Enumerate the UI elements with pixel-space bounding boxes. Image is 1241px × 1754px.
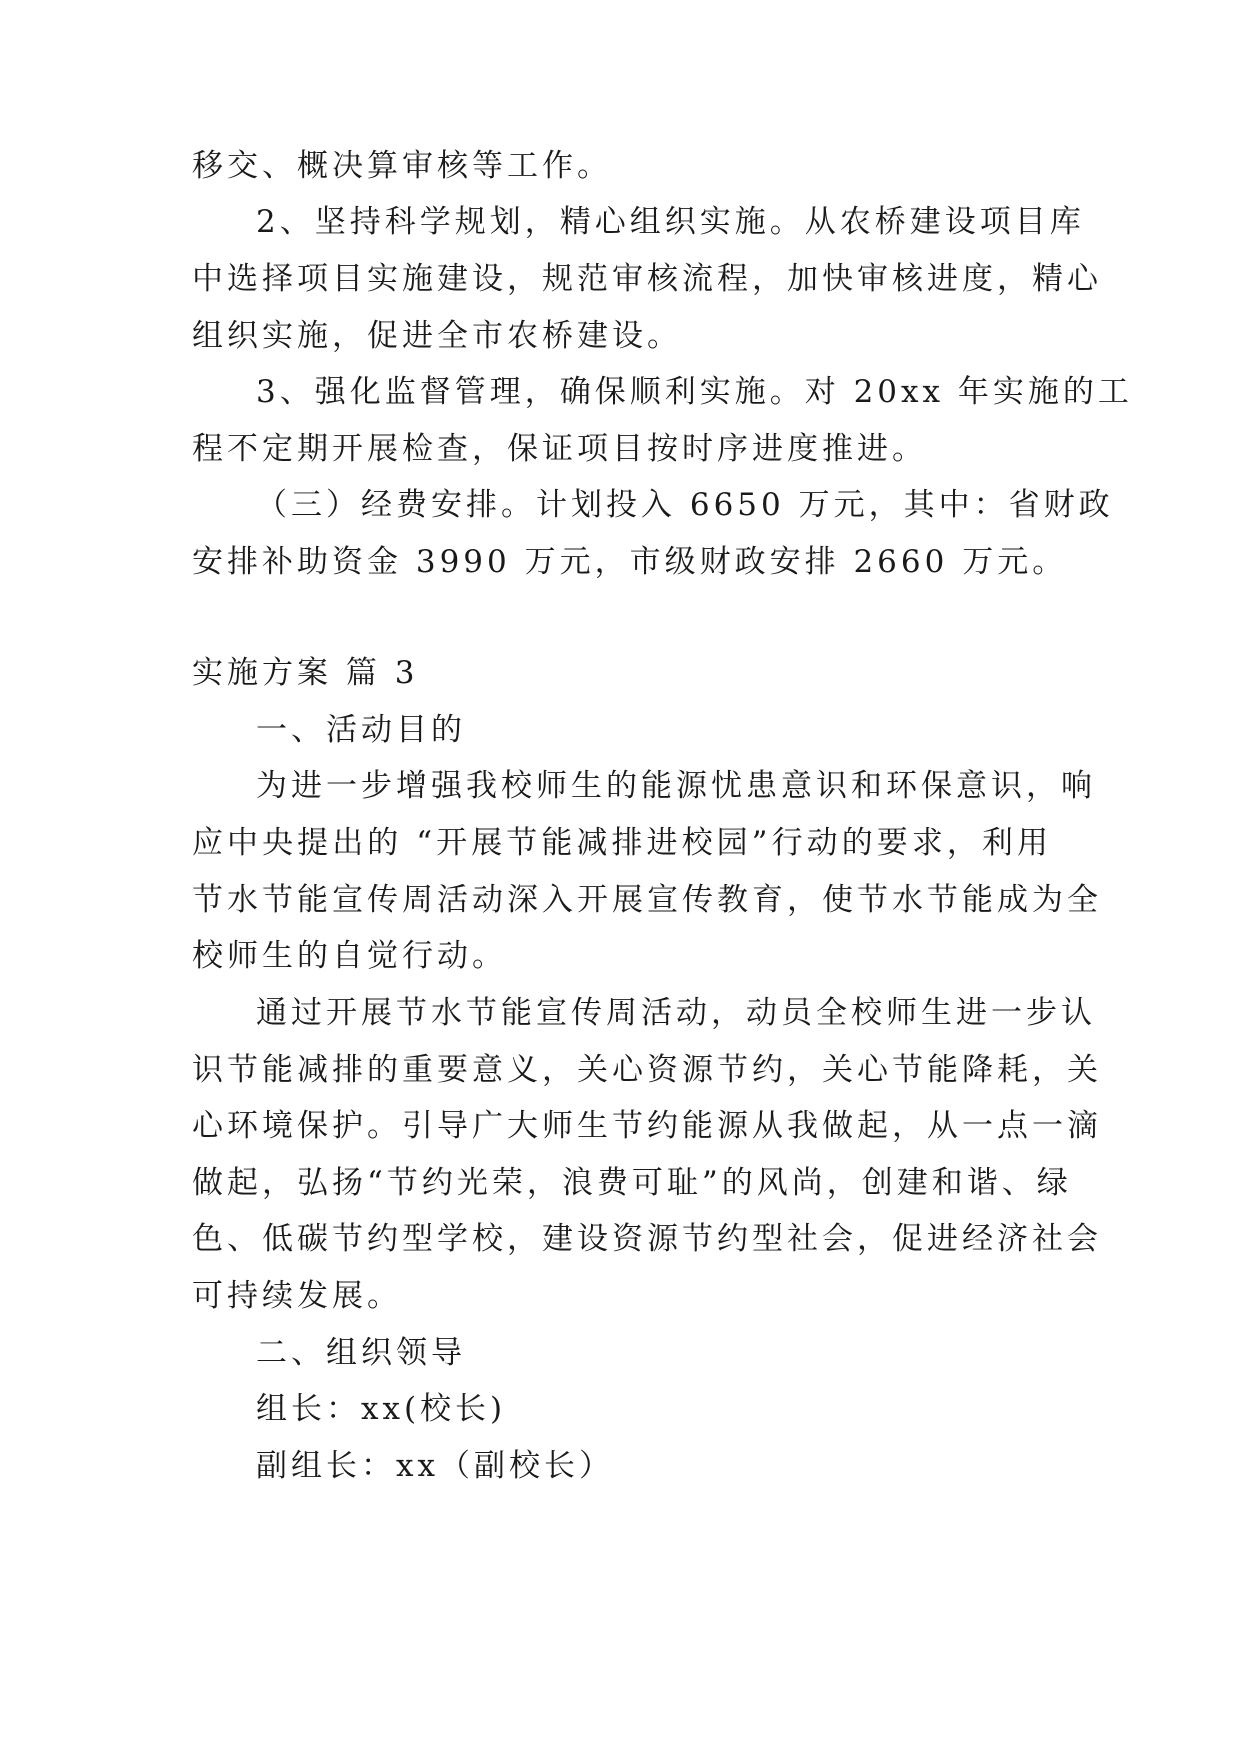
- paragraph-line: 组长：xx(校长): [256, 1391, 507, 1427]
- paragraph-line: 校师生的自觉行动。: [192, 938, 507, 974]
- subsection-heading: 一、活动目的: [256, 712, 466, 748]
- paragraph-line: 中选择项目实施建设，规范审核流程，加快审核进度，精心: [192, 261, 1102, 297]
- paragraph-line: 识节能减排的重要意义，关心资源节约，关心节能降耗，关: [192, 1052, 1102, 1088]
- paragraph-line: 节水节能宣传周活动深入开展宣传教育，使节水节能成为全: [192, 882, 1102, 918]
- paragraph-line: 副组长：xx（副校长）: [256, 1448, 614, 1484]
- paragraph-line: 心环境保护。引导广大师生节约能源从我做起，从一点一滴: [192, 1108, 1102, 1144]
- paragraph-line: 做起，弘扬“节约光荣，浪费可耻”的风尚，创建和谐、绿: [192, 1165, 1072, 1201]
- section-heading: 实施方案 篇 3: [192, 655, 419, 691]
- paragraph-line: 可持续发展。: [192, 1278, 402, 1314]
- paragraph-line: 通过开展节水节能宣传周活动，动员全校师生进一步认: [256, 995, 1096, 1031]
- paragraph-line: （三）经费安排。计划投入 6650 万元，其中：省财政: [256, 487, 1114, 523]
- paragraph-line: 组织实施，促进全市农桥建设。: [192, 318, 682, 354]
- paragraph-line: 安排补助资金 3990 万元，市级财政安排 2660 万元。: [192, 544, 1068, 580]
- paragraph-line: 应中央提出的 “开展节能减排进校园”行动的要求，利用: [192, 825, 1052, 861]
- subsection-heading: 二、组织领导: [256, 1335, 466, 1371]
- paragraph-line: 为进一步增强我校师生的能源忧患意识和环保意识，响: [256, 768, 1096, 804]
- paragraph-line: 色、低碳节约型学校，建设资源节约型社会，促进经济社会: [192, 1221, 1102, 1257]
- paragraph-line: 2、坚持科学规划，精心组织实施。从农桥建设项目库: [256, 204, 1085, 240]
- paragraph-line: 程不定期开展检查，保证项目按时序进度推进。: [192, 431, 927, 467]
- paragraph-line: 移交、概决算审核等工作。: [192, 148, 612, 184]
- paragraph-line: 3、强化监督管理，确保顺利实施。对 20xx 年实施的工: [256, 374, 1133, 410]
